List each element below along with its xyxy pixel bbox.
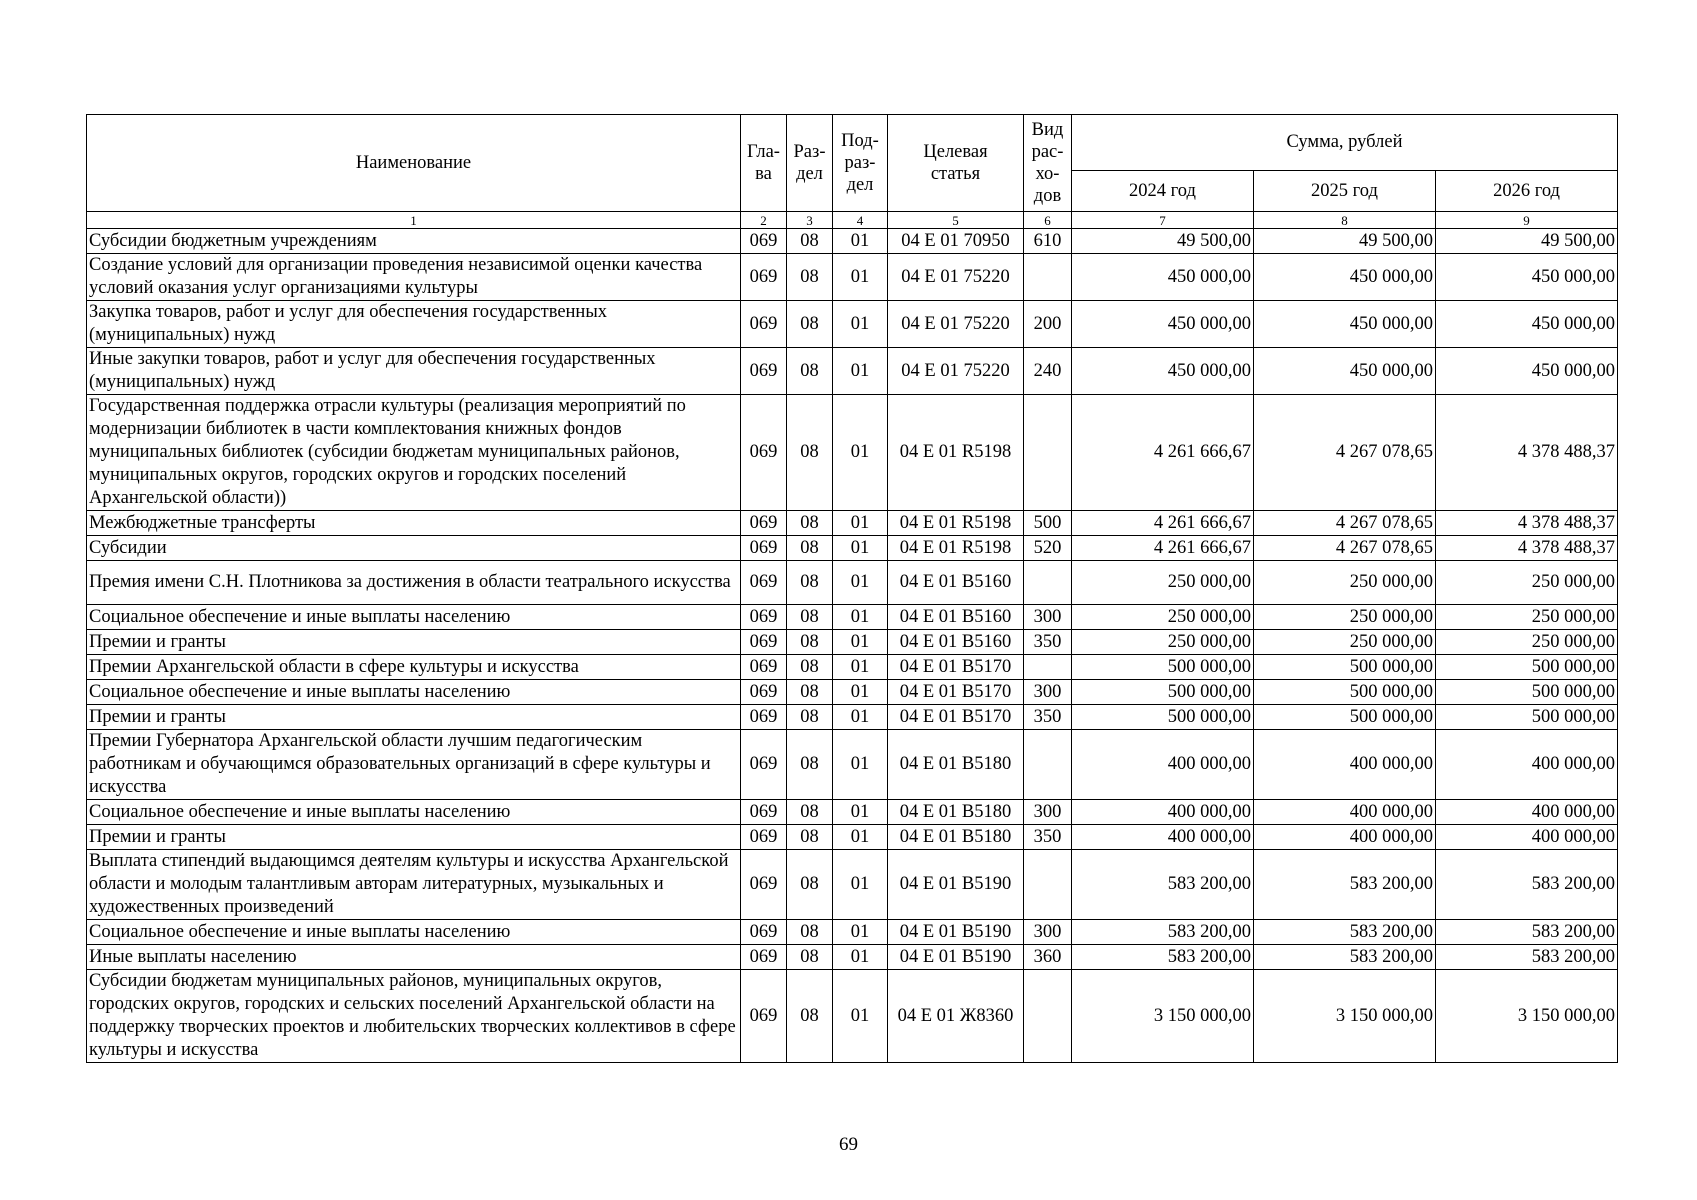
row-name: Межбюджетные трансферты (87, 511, 741, 536)
row-name: Премии и гранты (87, 825, 741, 850)
row-target-article: 04 Е 01 В5170 (888, 655, 1024, 680)
row-target-article: 04 Е 01 В5180 (888, 825, 1024, 850)
row-expense-type: 300 (1024, 605, 1072, 630)
row-amount-2025: 400 000,00 (1254, 825, 1436, 850)
row-amount-2024: 450 000,00 (1072, 301, 1254, 348)
row-amount-2025: 583 200,00 (1254, 850, 1436, 920)
table-row (87, 680, 1618, 705)
row-amount-2024: 450 000,00 (1072, 348, 1254, 395)
row-subsection: 01 (833, 705, 888, 730)
table-row (87, 511, 1618, 536)
row-amount-2026: 3 150 000,00 (1436, 970, 1618, 1063)
row-expense-type: 520 (1024, 536, 1072, 561)
row-section: 08 (787, 254, 833, 301)
row-expense-type (1024, 850, 1072, 920)
row-expense-type: 240 (1024, 348, 1072, 395)
row-amount-2024: 500 000,00 (1072, 705, 1254, 730)
column-number: 1 (87, 212, 741, 229)
row-name: Субсидии (87, 536, 741, 561)
table-body (87, 229, 1618, 1063)
row-name: Премии Губернатора Архангельской области лучшим педагогическим работникам и обучающимся образовательных организаций в сфере культуры и искусства (87, 730, 741, 800)
row-amount-2024: 49 500,00 (1072, 229, 1254, 254)
row-name: Государственная поддержка отрасли культуры (реализация мероприятий по модернизации библиотек в части комплектования книжных фондов муниципальных библиотек (субсидии бюджетам муниципальных районов, муниципальных округов, городских округов и городских поселений Архангельской области)) (87, 395, 741, 511)
header-sum: Сумма, рублей (1072, 115, 1618, 171)
row-section: 08 (787, 920, 833, 945)
table-row (87, 254, 1618, 301)
row-subsection: 01 (833, 348, 888, 395)
table-row (87, 655, 1618, 680)
row-amount-2025: 583 200,00 (1254, 920, 1436, 945)
header-section: Раз- дел (787, 115, 833, 212)
row-chapter: 069 (741, 229, 787, 254)
row-chapter: 069 (741, 561, 787, 605)
row-subsection: 01 (833, 630, 888, 655)
row-subsection: 01 (833, 850, 888, 920)
row-target-article: 04 Е 01 75220 (888, 348, 1024, 395)
row-chapter: 069 (741, 850, 787, 920)
row-chapter: 069 (741, 655, 787, 680)
header-expense-type: Вид рас- хо- дов (1024, 115, 1072, 212)
table-row (87, 920, 1618, 945)
row-amount-2024: 583 200,00 (1072, 945, 1254, 970)
row-amount-2026: 400 000,00 (1436, 800, 1618, 825)
row-section: 08 (787, 800, 833, 825)
row-expense-type: 350 (1024, 630, 1072, 655)
row-amount-2024: 4 261 666,67 (1072, 536, 1254, 561)
row-target-article: 04 Е 01 В5160 (888, 605, 1024, 630)
row-expense-type: 200 (1024, 301, 1072, 348)
row-amount-2024: 250 000,00 (1072, 561, 1254, 605)
row-name: Социальное обеспечение и иные выплаты населению (87, 605, 741, 630)
row-amount-2025: 583 200,00 (1254, 945, 1436, 970)
row-amount-2025: 4 267 078,65 (1254, 536, 1436, 561)
header-year-2025: 2025 год (1254, 171, 1436, 212)
header-year-2026: 2026 год (1436, 171, 1618, 212)
page-number: 69 (839, 1134, 858, 1155)
row-subsection: 01 (833, 301, 888, 348)
row-amount-2025: 450 000,00 (1254, 301, 1436, 348)
row-amount-2024: 583 200,00 (1072, 850, 1254, 920)
row-section: 08 (787, 348, 833, 395)
row-expense-type (1024, 395, 1072, 511)
row-section: 08 (787, 655, 833, 680)
row-name: Выплата стипендий выдающимся деятелям культуры и искусства Архангельской области и молодым талантливым авторам литературных, музыкальных и художественных произведений (87, 850, 741, 920)
row-amount-2025: 500 000,00 (1254, 680, 1436, 705)
row-expense-type (1024, 730, 1072, 800)
budget-table (86, 114, 1618, 1063)
header-name: Наименование (87, 115, 741, 212)
row-amount-2026: 583 200,00 (1436, 945, 1618, 970)
table-row (87, 229, 1618, 254)
row-subsection: 01 (833, 536, 888, 561)
row-name: Премии и гранты (87, 630, 741, 655)
row-target-article: 04 Е 01 В5160 (888, 561, 1024, 605)
row-amount-2025: 49 500,00 (1254, 229, 1436, 254)
row-chapter: 069 (741, 395, 787, 511)
row-expense-type: 610 (1024, 229, 1072, 254)
row-amount-2025: 3 150 000,00 (1254, 970, 1436, 1063)
row-name: Премии Архангельской области в сфере культуры и искусства (87, 655, 741, 680)
row-target-article: 04 Е 01 R5198 (888, 511, 1024, 536)
row-expense-type: 300 (1024, 680, 1072, 705)
row-amount-2024: 250 000,00 (1072, 630, 1254, 655)
row-target-article: 04 Е 01 В5160 (888, 630, 1024, 655)
row-name: Создание условий для организации проведения независимой оценки качества условий оказания услуг организациями культуры (87, 254, 741, 301)
row-chapter: 069 (741, 970, 787, 1063)
row-amount-2026: 250 000,00 (1436, 605, 1618, 630)
row-target-article: 04 Е 01 Ж8360 (888, 970, 1024, 1063)
table-row (87, 630, 1618, 655)
row-chapter: 069 (741, 945, 787, 970)
row-amount-2025: 450 000,00 (1254, 254, 1436, 301)
column-number: 4 (833, 212, 888, 229)
row-amount-2026: 583 200,00 (1436, 920, 1618, 945)
row-amount-2025: 4 267 078,65 (1254, 395, 1436, 511)
row-amount-2025: 400 000,00 (1254, 730, 1436, 800)
row-chapter: 069 (741, 705, 787, 730)
row-target-article: 04 Е 01 В5190 (888, 920, 1024, 945)
row-subsection: 01 (833, 395, 888, 511)
row-amount-2024: 400 000,00 (1072, 825, 1254, 850)
header-target-article: Целевая статья (888, 115, 1024, 212)
row-section: 08 (787, 825, 833, 850)
row-expense-type: 360 (1024, 945, 1072, 970)
row-amount-2026: 250 000,00 (1436, 561, 1618, 605)
column-number: 9 (1436, 212, 1618, 229)
row-target-article: 04 Е 01 R5198 (888, 536, 1024, 561)
row-amount-2025: 500 000,00 (1254, 705, 1436, 730)
row-amount-2024: 400 000,00 (1072, 730, 1254, 800)
row-section: 08 (787, 229, 833, 254)
row-amount-2024: 4 261 666,67 (1072, 511, 1254, 536)
row-expense-type: 350 (1024, 825, 1072, 850)
row-section: 08 (787, 850, 833, 920)
row-subsection: 01 (833, 511, 888, 536)
row-target-article: 04 Е 01 В5170 (888, 705, 1024, 730)
row-chapter: 069 (741, 680, 787, 705)
row-amount-2026: 500 000,00 (1436, 655, 1618, 680)
row-subsection: 01 (833, 945, 888, 970)
row-amount-2025: 250 000,00 (1254, 630, 1436, 655)
table-row (87, 825, 1618, 850)
row-amount-2024: 450 000,00 (1072, 254, 1254, 301)
row-section: 08 (787, 511, 833, 536)
row-chapter: 069 (741, 920, 787, 945)
table-row (87, 561, 1618, 605)
row-amount-2026: 500 000,00 (1436, 680, 1618, 705)
row-amount-2025: 450 000,00 (1254, 348, 1436, 395)
row-section: 08 (787, 536, 833, 561)
row-amount-2024: 500 000,00 (1072, 680, 1254, 705)
column-number: 7 (1072, 212, 1254, 229)
column-number: 3 (787, 212, 833, 229)
row-target-article: 04 Е 01 В5190 (888, 945, 1024, 970)
row-target-article: 04 Е 01 70950 (888, 229, 1024, 254)
row-name: Субсидии бюджетам муниципальных районов, муниципальных округов, городских округов, городских и сельских поселений Архангельской области на поддержку творческих проектов и любительских творческих коллективов в сфере культуры и искусства (87, 970, 741, 1063)
row-name: Иные закупки товаров, работ и услуг для обеспечения государственных (муниципальных) нужд (87, 348, 741, 395)
column-number: 6 (1024, 212, 1072, 229)
row-target-article: 04 Е 01 R5198 (888, 395, 1024, 511)
row-name: Премия имени С.Н. Плотникова за достижения в области театрального искусства (87, 561, 741, 605)
row-amount-2026: 4 378 488,37 (1436, 395, 1618, 511)
table-row (87, 970, 1618, 1063)
row-section: 08 (787, 970, 833, 1063)
row-target-article: 04 Е 01 В5170 (888, 680, 1024, 705)
table-row (87, 800, 1618, 825)
row-expense-type: 300 (1024, 800, 1072, 825)
row-chapter: 069 (741, 605, 787, 630)
row-name: Социальное обеспечение и иные выплаты населению (87, 680, 741, 705)
row-expense-type (1024, 254, 1072, 301)
row-subsection: 01 (833, 970, 888, 1063)
row-section: 08 (787, 730, 833, 800)
row-amount-2024: 400 000,00 (1072, 800, 1254, 825)
header-year-2024: 2024 год (1072, 171, 1254, 212)
row-target-article: 04 Е 01 75220 (888, 254, 1024, 301)
table-row (87, 605, 1618, 630)
row-chapter: 069 (741, 800, 787, 825)
table-row (87, 536, 1618, 561)
row-name: Социальное обеспечение и иные выплаты населению (87, 800, 741, 825)
row-amount-2026: 583 200,00 (1436, 850, 1618, 920)
header-subsection: Под- раз- дел (833, 115, 888, 212)
row-subsection: 01 (833, 920, 888, 945)
row-amount-2024: 4 261 666,67 (1072, 395, 1254, 511)
row-target-article: 04 Е 01 В5180 (888, 730, 1024, 800)
row-expense-type (1024, 561, 1072, 605)
row-amount-2025: 4 267 078,65 (1254, 511, 1436, 536)
row-amount-2025: 500 000,00 (1254, 655, 1436, 680)
table-row (87, 348, 1618, 395)
row-subsection: 01 (833, 800, 888, 825)
row-subsection: 01 (833, 229, 888, 254)
row-expense-type: 500 (1024, 511, 1072, 536)
row-amount-2026: 49 500,00 (1436, 229, 1618, 254)
row-chapter: 069 (741, 511, 787, 536)
row-chapter: 069 (741, 348, 787, 395)
row-chapter: 069 (741, 536, 787, 561)
row-amount-2025: 400 000,00 (1254, 800, 1436, 825)
table-row (87, 301, 1618, 348)
row-chapter: 069 (741, 825, 787, 850)
header-chapter: Гла- ва (741, 115, 787, 212)
row-chapter: 069 (741, 301, 787, 348)
row-amount-2024: 583 200,00 (1072, 920, 1254, 945)
row-section: 08 (787, 705, 833, 730)
row-amount-2026: 450 000,00 (1436, 348, 1618, 395)
row-chapter: 069 (741, 630, 787, 655)
row-name: Субсидии бюджетным учреждениям (87, 229, 741, 254)
row-subsection: 01 (833, 680, 888, 705)
row-subsection: 01 (833, 605, 888, 630)
row-amount-2026: 500 000,00 (1436, 705, 1618, 730)
row-subsection: 01 (833, 254, 888, 301)
row-amount-2026: 450 000,00 (1436, 254, 1618, 301)
row-chapter: 069 (741, 254, 787, 301)
row-chapter: 069 (741, 730, 787, 800)
row-section: 08 (787, 945, 833, 970)
table-row (87, 945, 1618, 970)
row-name: Социальное обеспечение и иные выплаты населению (87, 920, 741, 945)
row-subsection: 01 (833, 655, 888, 680)
row-section: 08 (787, 561, 833, 605)
table-row (87, 395, 1618, 511)
row-amount-2024: 250 000,00 (1072, 605, 1254, 630)
row-amount-2026: 4 378 488,37 (1436, 536, 1618, 561)
row-expense-type (1024, 970, 1072, 1063)
row-section: 08 (787, 395, 833, 511)
row-section: 08 (787, 605, 833, 630)
row-target-article: 04 Е 01 В5180 (888, 800, 1024, 825)
row-amount-2025: 250 000,00 (1254, 561, 1436, 605)
row-amount-2026: 4 378 488,37 (1436, 511, 1618, 536)
column-number-row (87, 212, 1618, 229)
row-amount-2026: 400 000,00 (1436, 825, 1618, 850)
row-subsection: 01 (833, 730, 888, 800)
row-amount-2026: 250 000,00 (1436, 630, 1618, 655)
row-target-article: 04 Е 01 75220 (888, 301, 1024, 348)
row-name: Премии и гранты (87, 705, 741, 730)
row-section: 08 (787, 301, 833, 348)
row-expense-type (1024, 655, 1072, 680)
row-subsection: 01 (833, 825, 888, 850)
table-row (87, 850, 1618, 920)
column-number: 5 (888, 212, 1024, 229)
row-amount-2025: 250 000,00 (1254, 605, 1436, 630)
column-number: 8 (1254, 212, 1436, 229)
table-row (87, 705, 1618, 730)
row-expense-type: 350 (1024, 705, 1072, 730)
row-target-article: 04 Е 01 В5190 (888, 850, 1024, 920)
row-name: Закупка товаров, работ и услуг для обеспечения государственных (муниципальных) нужд (87, 301, 741, 348)
row-name: Иные выплаты населению (87, 945, 741, 970)
column-number: 2 (741, 212, 787, 229)
row-amount-2024: 3 150 000,00 (1072, 970, 1254, 1063)
row-amount-2026: 400 000,00 (1436, 730, 1618, 800)
row-section: 08 (787, 630, 833, 655)
table-row (87, 730, 1618, 800)
row-section: 08 (787, 680, 833, 705)
row-amount-2024: 500 000,00 (1072, 655, 1254, 680)
row-subsection: 01 (833, 561, 888, 605)
row-expense-type: 300 (1024, 920, 1072, 945)
row-amount-2026: 450 000,00 (1436, 301, 1618, 348)
